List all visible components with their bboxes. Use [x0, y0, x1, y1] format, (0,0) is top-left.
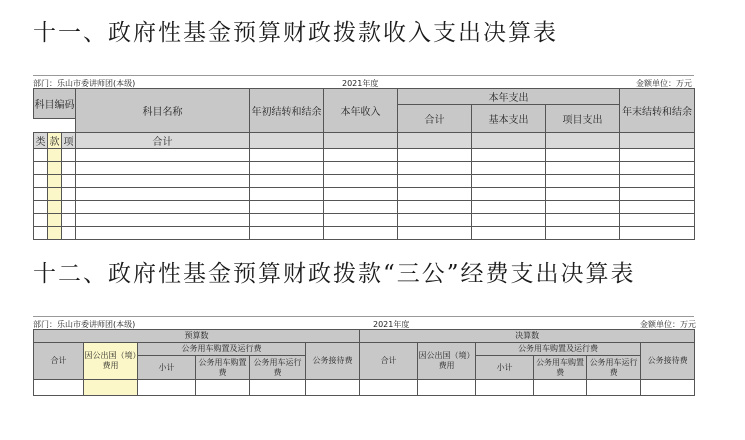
expense-header: 本年支出: [398, 89, 620, 105]
final-vehicle-purchase-header: 公务用车购置费: [534, 356, 587, 380]
table-row: [34, 201, 695, 214]
budget-vehicle-run-header: 公务用车运行费: [250, 356, 306, 380]
total-cell: [324, 133, 398, 149]
budget-subtotal-header: 小计: [138, 356, 196, 380]
table-row: [34, 188, 695, 201]
final-subtotal-header: 小计: [476, 356, 534, 380]
table-row: [34, 175, 695, 188]
expense-total-header: 合计: [398, 105, 472, 133]
subject-code-header: 科目编码: [34, 89, 76, 119]
final-header: 决算数: [360, 330, 695, 343]
total-cell: [546, 133, 620, 149]
total-cell: [472, 133, 546, 149]
lei-header: 类: [34, 133, 48, 149]
project-expense-header: 项目支出: [546, 105, 620, 133]
three-public-expense-table: [33, 329, 695, 396]
header-rule: [33, 75, 694, 76]
final-abroad-header: 因公出国（境）费用: [418, 343, 476, 380]
final-vehicle-header: 公务用车购置及运行费: [476, 343, 641, 356]
total-cell: [398, 133, 472, 149]
xiang-header: 项: [62, 133, 76, 149]
budget-reception-header: 公务接待费: [306, 343, 360, 380]
begin-balance-header: 年初结转和结余: [250, 89, 324, 133]
final-total-header: 合计: [360, 343, 418, 380]
year-label: 2021年度: [373, 320, 410, 329]
budget-total-header: 合计: [34, 343, 84, 380]
basic-expense-header: 基本支出: [472, 105, 546, 133]
unit-label: 金额单位：万元: [640, 320, 696, 329]
kuan-header: 款: [48, 133, 62, 149]
fund-income-expense-table: [33, 88, 695, 240]
table-row: [34, 227, 695, 240]
table-row: [34, 149, 695, 162]
department-label: 部门：乐山市委讲师团(本级): [33, 320, 136, 329]
budget-vehicle-purchase-header: 公务用车购置费: [196, 356, 250, 380]
end-balance-header: 年末结转和结余: [620, 89, 695, 133]
final-reception-header: 公务接待费: [641, 343, 695, 380]
year-label: 2021年度: [342, 79, 379, 88]
final-vehicle-run-header: 公务用车运行费: [587, 356, 641, 380]
total-cell: [620, 133, 695, 149]
table-row: [34, 380, 695, 396]
subject-name-header: 科目名称: [76, 89, 250, 133]
unit-label: 金额单位：万元: [636, 79, 692, 88]
total-row-label: 合计: [76, 133, 250, 149]
header-rule: [33, 316, 694, 317]
table11-title: 十一、政府性基金预算财政拨款收入支出决算表: [33, 20, 558, 46]
table-row: [34, 214, 695, 227]
table-row: [34, 162, 695, 175]
table12-title: 十二、政府性基金预算财政拨款“三公”经费支出决算表: [33, 261, 636, 287]
budget-header: 预算数: [34, 330, 360, 343]
income-header: 本年收入: [324, 89, 398, 133]
department-label: 部门：乐山市委讲师团(本级): [33, 79, 136, 88]
budget-abroad-header: 因公出国（境）费用: [84, 343, 138, 380]
total-cell: [250, 133, 324, 149]
budget-vehicle-header: 公务用车购置及运行费: [138, 343, 306, 356]
